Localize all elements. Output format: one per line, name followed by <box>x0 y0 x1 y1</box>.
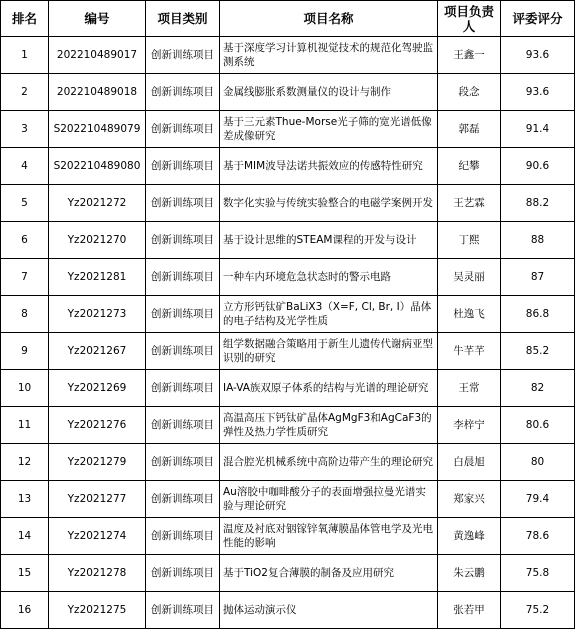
header-name: 项目名称 <box>220 1 438 37</box>
header-type: 项目类别 <box>146 1 220 37</box>
cell-rank: 6 <box>1 222 49 259</box>
table-row <box>1 444 575 481</box>
cell-score: 93.6 <box>501 37 575 74</box>
table-row <box>1 222 575 259</box>
cell-rank: 9 <box>1 333 49 370</box>
header-score: 评委评分 <box>501 1 575 37</box>
cell-name: 基于深度学习计算机视觉技术的规范化驾驶监测系统 <box>220 37 438 74</box>
cell-name: Au溶胶中咖啡酸分子的表面增强拉曼光谱实 验与理论研究 <box>220 481 438 518</box>
cell-rank: 5 <box>1 185 49 222</box>
cell-leader: 丁熙 <box>438 222 501 259</box>
cell-type: 创新训练项目 <box>146 111 220 148</box>
cell-leader: 黄逸峰 <box>438 518 501 555</box>
cell-score: 78.6 <box>501 518 575 555</box>
cell-id: Yz2021272 <box>49 185 146 222</box>
table-row <box>1 592 575 629</box>
table-row <box>1 481 575 518</box>
cell-id: Yz2021275 <box>49 592 146 629</box>
cell-rank: 13 <box>1 481 49 518</box>
cell-id: Yz2021267 <box>49 333 146 370</box>
cell-type: 创新训练项目 <box>146 185 220 222</box>
table-row <box>1 185 575 222</box>
cell-score: 87 <box>501 259 575 296</box>
cell-name: 金属线膨胀系数测量仪的设计与制作 <box>220 74 438 111</box>
cell-rank: 8 <box>1 296 49 333</box>
cell-leader: 郑家兴 <box>438 481 501 518</box>
cell-name: 高温高压下钙钛矿晶体AgMgF3和AgCaF3的弹性及热力学性质研究 <box>220 407 438 444</box>
cell-score: 82 <box>501 370 575 407</box>
table-row <box>1 296 575 333</box>
cell-name: 组学数据融合策略用于新生儿遗传代谢病亚型识别的研究 <box>220 333 438 370</box>
header-leader: 项目负责人 <box>438 1 501 37</box>
cell-name: 数字化实验与传统实验整合的电磁学案例开发 <box>220 185 438 222</box>
cell-leader: 白晨旭 <box>438 444 501 481</box>
cell-score: 88 <box>501 222 575 259</box>
cell-type: 创新训练项目 <box>146 518 220 555</box>
table-row <box>1 407 575 444</box>
cell-score: 80.6 <box>501 407 575 444</box>
cell-id: 202210489017 <box>49 37 146 74</box>
cell-score: 88.2 <box>501 185 575 222</box>
cell-name: IA-VA族双原子体系的结构与光谱的理论研究 <box>220 370 438 407</box>
cell-id: Yz2021279 <box>49 444 146 481</box>
cell-type: 创新训练项目 <box>146 407 220 444</box>
cell-rank: 2 <box>1 74 49 111</box>
cell-id: Yz2021277 <box>49 481 146 518</box>
cell-rank: 7 <box>1 259 49 296</box>
table-row <box>1 333 575 370</box>
cell-name: 一种车内环境危急状态时的警示电路 <box>220 259 438 296</box>
cell-rank: 1 <box>1 37 49 74</box>
cell-leader: 王鑫一 <box>438 37 501 74</box>
cell-type: 创新训练项目 <box>146 259 220 296</box>
cell-id: Yz2021270 <box>49 222 146 259</box>
cell-name: 基于MIM波导法诺共振效应的传感特性研究 <box>220 148 438 185</box>
cell-id: Yz2021276 <box>49 407 146 444</box>
cell-type: 创新训练项目 <box>146 333 220 370</box>
cell-name: 混合腔光机械系统中高阶边带产生的理论研究 <box>220 444 438 481</box>
cell-leader: 李梓宁 <box>438 407 501 444</box>
cell-score: 80 <box>501 444 575 481</box>
cell-name: 基于三元素Thue-Morse光子筛的宽光谱低像差成像研究 <box>220 111 438 148</box>
cell-score: 85.2 <box>501 333 575 370</box>
cell-type: 创新训练项目 <box>146 592 220 629</box>
table-row <box>1 518 575 555</box>
cell-type: 创新训练项目 <box>146 222 220 259</box>
cell-id: Yz2021269 <box>49 370 146 407</box>
cell-leader: 吴灵丽 <box>438 259 501 296</box>
header-rank: 排名 <box>1 1 49 37</box>
table-row <box>1 74 575 111</box>
table-row <box>1 37 575 74</box>
table-row <box>1 555 575 592</box>
header-row <box>1 1 575 37</box>
cell-type: 创新训练项目 <box>146 74 220 111</box>
cell-rank: 12 <box>1 444 49 481</box>
cell-rank: 16 <box>1 592 49 629</box>
cell-leader: 杜逸飞 <box>438 296 501 333</box>
table-row <box>1 148 575 185</box>
cell-leader: 牛芊芊 <box>438 333 501 370</box>
cell-rank: 3 <box>1 111 49 148</box>
cell-type: 创新训练项目 <box>146 444 220 481</box>
cell-name: 基于设计思维的STEAM课程的开发与设计 <box>220 222 438 259</box>
cell-id: 202210489018 <box>49 74 146 111</box>
cell-type: 创新训练项目 <box>146 296 220 333</box>
cell-type: 创新训练项目 <box>146 370 220 407</box>
cell-leader: 王艺霖 <box>438 185 501 222</box>
cell-score: 86.8 <box>501 296 575 333</box>
header-id: 编号 <box>49 1 146 37</box>
cell-id: Yz2021278 <box>49 555 146 592</box>
cell-type: 创新训练项目 <box>146 555 220 592</box>
cell-id: S202210489079 <box>49 111 146 148</box>
table-row <box>1 259 575 296</box>
cell-rank: 11 <box>1 407 49 444</box>
cell-id: Yz2021281 <box>49 259 146 296</box>
cell-type: 创新训练项目 <box>146 37 220 74</box>
cell-id: Yz2021273 <box>49 296 146 333</box>
cell-name: 基于TiO2复合薄膜的制备及应用研究 <box>220 555 438 592</box>
cell-leader: 王常 <box>438 370 501 407</box>
cell-id: S202210489080 <box>49 148 146 185</box>
cell-type: 创新训练项目 <box>146 481 220 518</box>
cell-score: 75.2 <box>501 592 575 629</box>
cell-score: 79.4 <box>501 481 575 518</box>
cell-type: 创新训练项目 <box>146 148 220 185</box>
cell-name: 温度及衬底对铟镓锌氧薄膜晶体管电学及光电性能的影响 <box>220 518 438 555</box>
cell-score: 75.8 <box>501 555 575 592</box>
cell-score: 90.6 <box>501 148 575 185</box>
cell-leader: 朱云鹏 <box>438 555 501 592</box>
cell-id: Yz2021274 <box>49 518 146 555</box>
cell-name: 立方形钙钛矿BaLiX3（X=F, Cl, Br, I）晶体的电子结构及光学性质 <box>220 296 438 333</box>
cell-leader: 段念 <box>438 74 501 111</box>
cell-rank: 10 <box>1 370 49 407</box>
cell-score: 93.6 <box>501 74 575 111</box>
cell-name: 抛体运动演示仪 <box>220 592 438 629</box>
cell-rank: 14 <box>1 518 49 555</box>
cell-leader: 郭磊 <box>438 111 501 148</box>
cell-leader: 纪攀 <box>438 148 501 185</box>
cell-score: 91.4 <box>501 111 575 148</box>
cell-rank: 15 <box>1 555 49 592</box>
table-row <box>1 111 575 148</box>
table-row <box>1 370 575 407</box>
cell-rank: 4 <box>1 148 49 185</box>
cell-leader: 张若甲 <box>438 592 501 629</box>
